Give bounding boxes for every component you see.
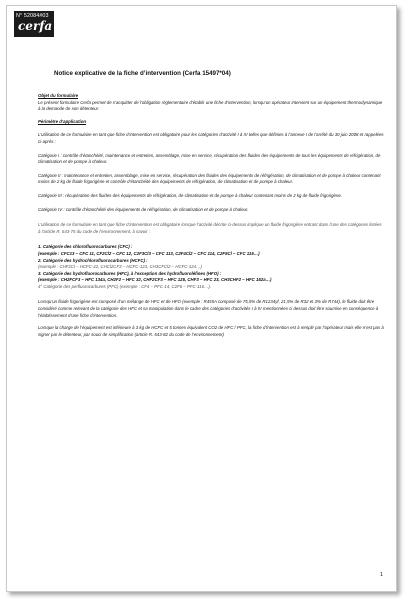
fluid-category-4: 4° Catégorie des perfluorocarbures (PFC) (exemple : CF4 – PFC-14, C2F6 – PFC-116…). [38, 283, 212, 289]
usage-paragraph: L’utilisation de ce formulaire en tant que fiche d’intervention est obligatoire lorsque l’activité décrite ci-dessus implique un fluide frigorigène entrant dans l’une des catégories listées à l’article R. 543-75 du code de l’environnement, à savoir : [38, 222, 382, 234]
category-3: Catégorie III : récupération des fluides des équipements de réfrigération, de climatisation et de pompe à chaleur contenant moins de 2 kg de fluide frigorigène. [38, 192, 343, 198]
fluid-category-1-example: (exemple : CFC13 – CFC 11, CF2Cl2 – CFC 12, C2F3Cl3 – CFC 113, C2F4Cl2 – CFC 114, C2F5Cl – CFC 115…) [38, 250, 260, 256]
category-2: Catégorie II : maintenance et entretien, assemblage, mise en service, récupération des fluides des équipements de réfrigération, de climatisation et de pompe à chaleur contenant moins de 2 kg de fluide frigorigène et contrôle d’étanchéité des équipements de réfrigération, de climatisation et de pompe à chaleur. [38, 172, 381, 185]
section-text-objet: Le présent formulaire Cerfa permet de s’acquitter de l’obligation réglementaire d’établir une fiche d’intervention, lorsqu’un opérateur intervient sur un équipement thermodynamique à la demande de son détenteur. [38, 99, 383, 112]
section-heading-objet: Objet du formulaire [38, 93, 79, 98]
document-body [38, 93, 384, 338]
fluid-category-3-example: (exemple : CH2FCF3 – HFC 134a, CH2F2 – HFC 32, CHF2CF3 – HFC 125, CHF3 – HFC 23, CH3CHF2 – HFC 152a…) [38, 277, 272, 283]
fluid-category-3: 3. Catégorie des hydrofluorocarbures (HFC), à l’exception des hydrofluoroléfines (HFO) : [38, 270, 222, 276]
fluid-category-2: 2. Catégorie des hydrochlorofluorocarbures (HCFC) : [38, 257, 148, 263]
section-heading-perimetre: Périmètre d’application [38, 118, 87, 124]
fluid-category-1: 1. Catégorie des chlorofluorocarbures (CFC) : [38, 244, 133, 250]
perimetre-intro: L’utilisation de ce formulaire en tant que fiche d’intervention est obligatoire pour les catégories d’activité I à IV telles que définies à l’annexe I de l’arrêté du 30 juin 2008 et rappelées ci-après : [38, 132, 384, 144]
document-title: Notice explicative de la fiche d’intervention (Cerfa 15497*04) [54, 70, 231, 77]
fluid-category-2-example: (exemple : CHF2Cl – HCFC-22, CHCl2CF3 – HCFC-123, CH3CFCl2 – HCFC-124…) [38, 264, 202, 270]
blend-paragraph: Lorsqu’un fluide frigorigène est composé d’un mélange de HFC et de HFO (exemple : R455A composé de 75,5% de R1234yf, 21,5% de R32 et 3% de R744), le fluide doit être considéré comme relevant de la catégorie des HFC et sa manipulation dans le cadre des catégories d’activités I à IV mentionnées ci dessus doit être soumise en conséquence à l’établissement d’une fiche d’intervention. [38, 299, 379, 318]
page-number: 1 [380, 572, 384, 578]
threshold-paragraph: Lorsque la charge de l’équipement est inférieure à 3 kg de HCFC et 5 tonnes équivalent CO2 de HFC / PFC, la fiche d’intervention est à remplir par l’opérateur mais elle n’est pas à signer par le détenteur, par souci de simplification (article R. 543-82 du code de l’environnement) [38, 325, 384, 337]
cerfa-number: N° 52084#03 [16, 13, 49, 19]
category-1: Catégorie I : contrôle d’étanchéité, maintenance et entretien, assemblage, mise en service, récupération des fluides des équipements de tous les équipements de réfrigération, de climatisation et de pompe à chaleur. [38, 152, 381, 165]
cerfa-logo [14, 11, 54, 37]
category-4: Catégorie IV : contrôle d’étanchéité des équipements de réfrigération, de climatisation et de pompe à chaleur. [38, 206, 249, 212]
document-page [6, 5, 397, 592]
cerfa-brand: cerfa [18, 19, 53, 33]
